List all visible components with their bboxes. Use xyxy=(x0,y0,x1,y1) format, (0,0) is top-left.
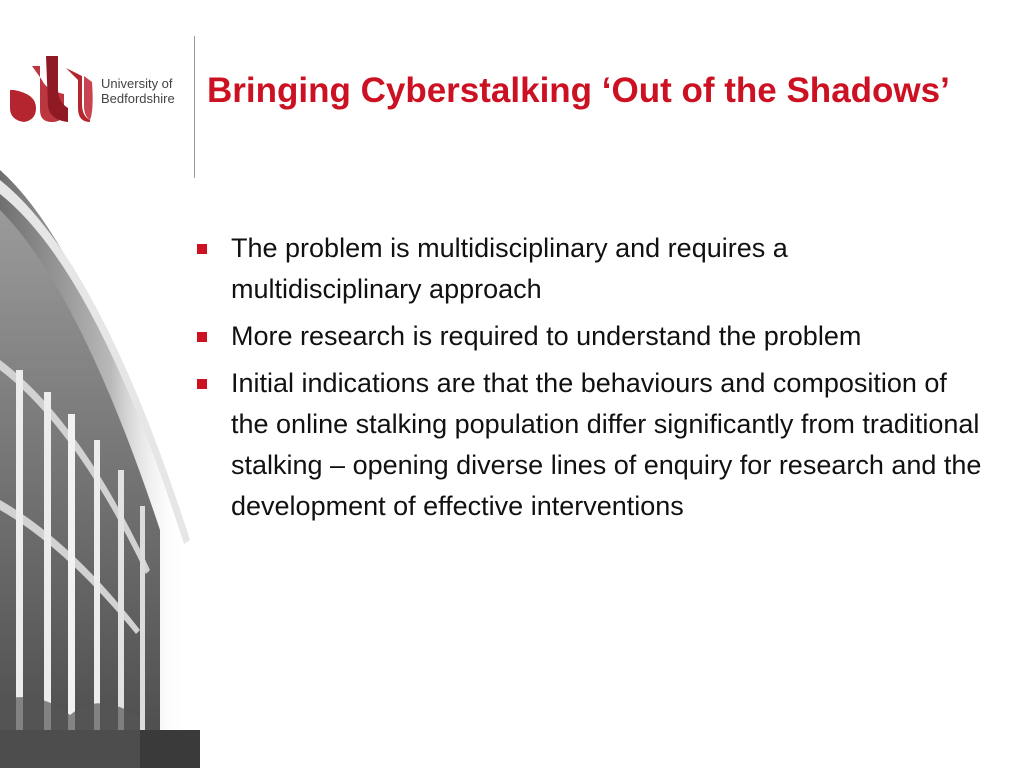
square-bullet-icon xyxy=(197,244,207,254)
bullet-list xyxy=(194,228,984,533)
building-photo xyxy=(0,170,200,768)
bullet-text: The problem is multidisciplinary and requires a multidisciplinary approach xyxy=(231,233,788,304)
bullet-item xyxy=(194,316,984,357)
logo-line-2: Bedfordshire xyxy=(101,91,175,106)
university-logo xyxy=(6,50,186,126)
bullet-item xyxy=(194,228,984,310)
logo-line-1: University of xyxy=(101,76,173,91)
bullet-text: Initial indications are that the behaviours and composition of the online stalking population differ significantly from traditional stalking – opening diverse lines of enquiry for research and the development of effective interventions xyxy=(231,368,982,521)
university-logo-mark xyxy=(6,50,96,126)
bullet-text: More research is required to understand the problem xyxy=(231,321,862,351)
university-logo-text xyxy=(101,76,175,106)
header-divider xyxy=(194,36,195,178)
slide-title: Bringing Cyberstalking ‘Out of the Shadows’ xyxy=(207,71,950,110)
bullet-item xyxy=(194,363,984,527)
square-bullet-icon xyxy=(197,332,207,342)
square-bullet-icon xyxy=(197,379,207,389)
